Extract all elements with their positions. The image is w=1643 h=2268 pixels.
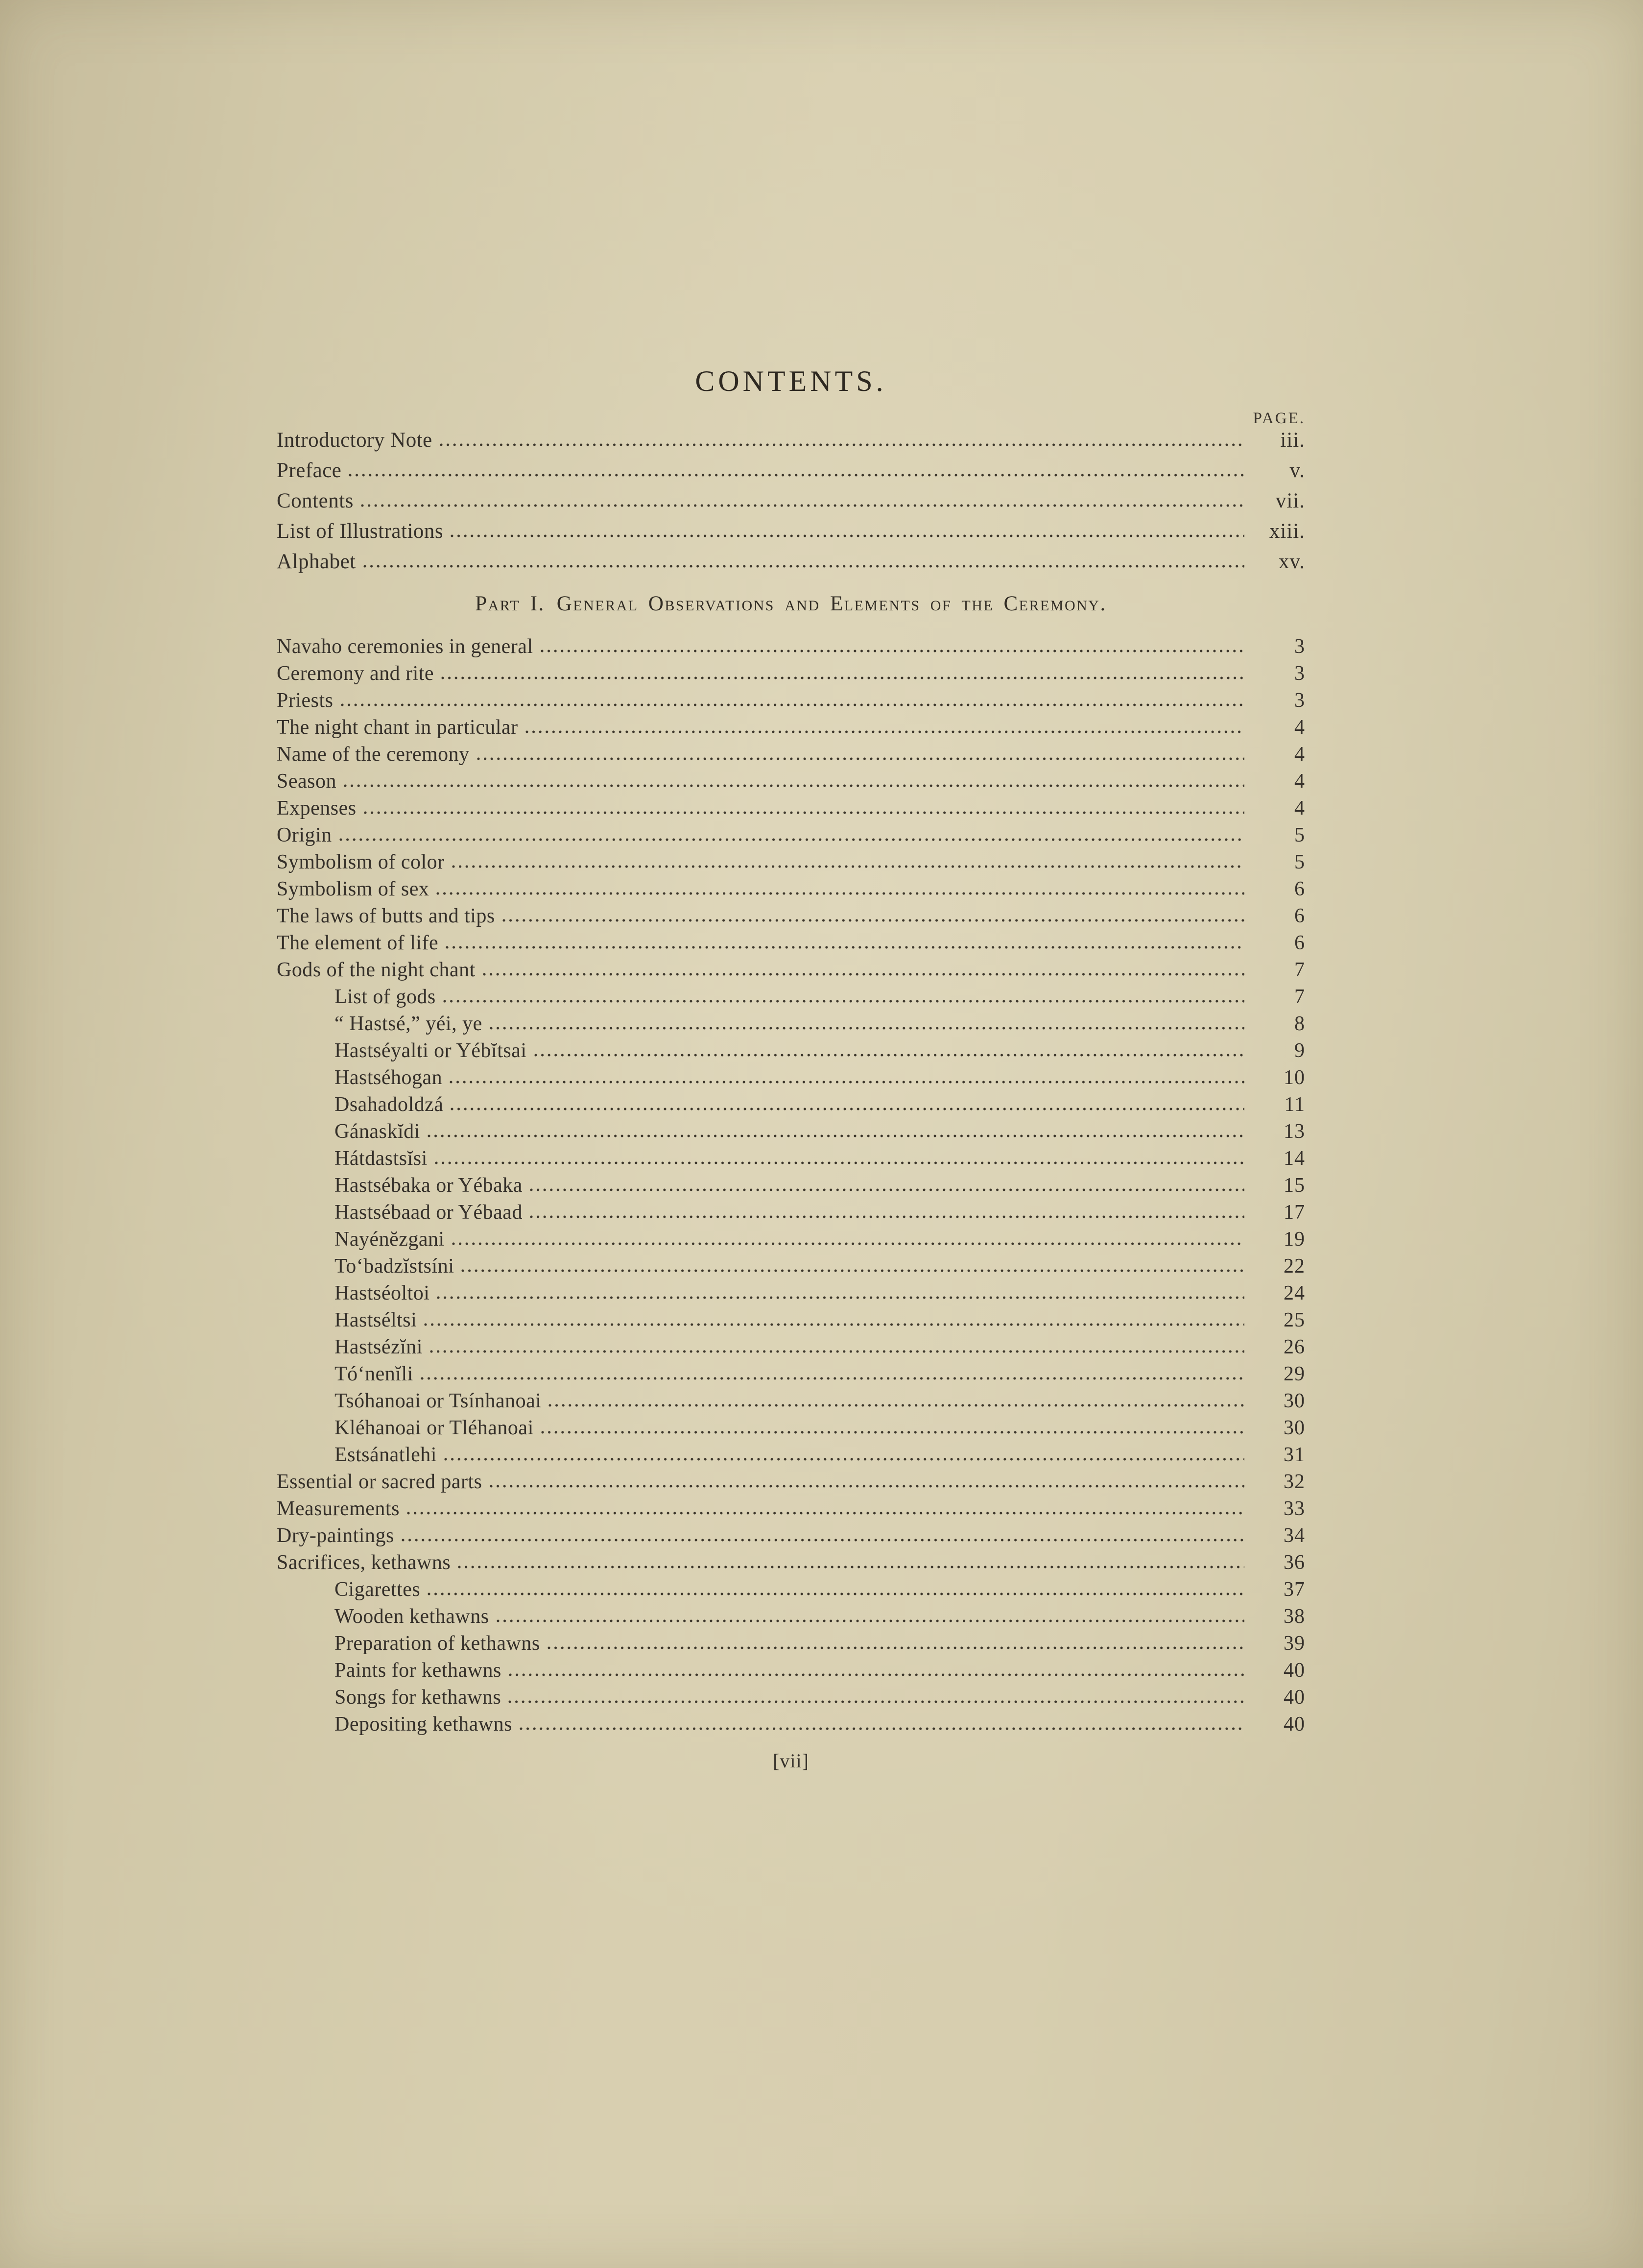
dot-leader (406, 1511, 1244, 1515)
toc-entry-label: Preparation of kethawns (334, 1632, 540, 1655)
page-column-label: PAGE. (1253, 410, 1305, 427)
toc-entry-page-number: 11 (1284, 1093, 1305, 1116)
dot-leader (540, 649, 1244, 653)
toc-row (277, 428, 1305, 458)
toc-row (277, 1443, 1305, 1470)
dot-leader (508, 1700, 1244, 1704)
toc-entry-label: The element of life (277, 932, 439, 954)
toc-entry-page-number: 3 (1294, 635, 1305, 658)
toc-entry-page-number: 4 (1294, 797, 1305, 820)
toc-entry-page-number: 30 (1284, 1390, 1305, 1412)
toc-row (277, 1255, 1305, 1281)
toc-entry-label: Season (277, 770, 336, 793)
toc-row (277, 1551, 1305, 1578)
dot-leader (519, 1727, 1244, 1731)
dot-leader (427, 1592, 1244, 1596)
dot-leader (541, 1430, 1244, 1434)
toc-row (277, 635, 1305, 662)
toc-entry-label: Symbolism of sex (277, 878, 429, 900)
toc-entry-page-number: 40 (1284, 1659, 1305, 1682)
toc-entry-page-number: v. (1289, 459, 1305, 482)
toc-row (277, 1389, 1305, 1416)
toc-row (277, 1524, 1305, 1551)
toc-entry-label: Gánaskĭdi (334, 1120, 420, 1143)
toc-entry-page-number: 6 (1294, 905, 1305, 927)
dot-leader (452, 1242, 1244, 1246)
toc-row (277, 904, 1305, 931)
toc-entry-label: Hátdastsĭsi (334, 1147, 428, 1170)
toc-entry-label: Essential or sacred parts (277, 1471, 482, 1493)
dot-leader (340, 703, 1244, 707)
toc-entry-page-number: 14 (1284, 1147, 1305, 1170)
toc-row (277, 489, 1305, 519)
toc-entry-label: “ Hastsé,” yéi, ye (334, 1013, 482, 1035)
toc-row (277, 877, 1305, 904)
toc-row (277, 1632, 1305, 1659)
toc-row (277, 796, 1305, 823)
front-matter-list (277, 428, 1305, 580)
toc-entry-page-number: 3 (1294, 689, 1305, 712)
toc-row (277, 519, 1305, 550)
dot-leader (482, 972, 1244, 976)
dot-leader (445, 945, 1244, 949)
toc-entry-label: Navaho ceremonies in general (277, 635, 533, 658)
toc-entry-label: Dry-paintings (277, 1524, 394, 1547)
dot-leader (363, 811, 1244, 815)
toc-entry-label: Name of the ceremony (277, 743, 470, 766)
toc-row (277, 1335, 1305, 1362)
toc-entry-label: Contents (277, 489, 354, 512)
dot-leader (436, 892, 1244, 895)
toc-entry-page-number: 32 (1284, 1471, 1305, 1493)
toc-row (277, 1605, 1305, 1632)
toc-entry-label: Priests (277, 689, 333, 712)
dot-leader (502, 918, 1244, 922)
toc-row (277, 1174, 1305, 1201)
toc-entry-label: Expenses (277, 797, 357, 820)
toc-row (277, 1362, 1305, 1389)
toc-entry-label: Hastsébaad or Yébaad (334, 1201, 523, 1224)
toc-entry-page-number: xiii. (1269, 520, 1305, 543)
toc-row (277, 931, 1305, 958)
toc-entry-page-number: 5 (1294, 851, 1305, 873)
dot-leader (424, 1323, 1244, 1327)
dot-leader (529, 1188, 1244, 1192)
toc-entry-page-number: 3 (1294, 662, 1305, 685)
toc-entry-label: Preface (277, 459, 342, 482)
toc-row (277, 458, 1305, 489)
toc-entry-page-number: 6 (1294, 878, 1305, 900)
toc-row (277, 1147, 1305, 1174)
toc-entry-label: The night chant in particular (277, 716, 518, 739)
dot-leader (427, 1134, 1244, 1138)
toc-entry-label: Hastséyalti or Yébĭtsai (334, 1039, 527, 1062)
toc-entry-page-number: 25 (1284, 1309, 1305, 1331)
toc-row (277, 1659, 1305, 1686)
dot-leader (439, 443, 1244, 447)
dot-leader (457, 1565, 1244, 1569)
toc-row (277, 1201, 1305, 1228)
dot-leader (534, 1053, 1244, 1057)
toc-row (277, 743, 1305, 770)
dot-leader (508, 1673, 1244, 1677)
toc-entry-page-number: 40 (1284, 1713, 1305, 1736)
toc-entry-label: Alphabet (277, 550, 356, 573)
dot-leader (450, 1107, 1244, 1111)
toc-entry-label: Hastséoltoi (334, 1282, 430, 1304)
toc-entry-page-number: 10 (1284, 1066, 1305, 1089)
dot-leader (343, 784, 1244, 788)
dot-leader (401, 1538, 1244, 1542)
toc-entry-label: Dsahadoldzá (334, 1093, 444, 1116)
toc-entry-label: To‘badzĭstsíni (334, 1255, 454, 1278)
toc-entry-page-number: 40 (1284, 1686, 1305, 1709)
toc-row (277, 823, 1305, 850)
dot-leader (476, 757, 1244, 761)
toc-entry-page-number: 22 (1284, 1255, 1305, 1278)
toc-entry-label: Gods of the night chant (277, 959, 476, 981)
toc-entry-label: Nayénĕzgani (334, 1228, 445, 1251)
dot-leader (548, 1403, 1244, 1407)
toc-entry-page-number: 7 (1294, 986, 1305, 1008)
dot-leader (529, 1215, 1244, 1219)
toc-entry-page-number: 37 (1284, 1578, 1305, 1601)
toc-entry-page-number: 8 (1294, 1013, 1305, 1035)
toc-entry-label: Sacrifices, kethawns (277, 1551, 451, 1574)
toc-entry-label: Hastséltsi (334, 1309, 417, 1331)
toc-row (277, 662, 1305, 689)
toc-row (277, 550, 1305, 580)
toc-entry-page-number: 29 (1284, 1363, 1305, 1385)
toc-row (277, 1120, 1305, 1147)
toc-row (277, 1012, 1305, 1039)
toc-entry-page-number: 26 (1284, 1336, 1305, 1358)
toc-row (277, 850, 1305, 877)
dot-leader (452, 865, 1244, 869)
toc-entry-label: Symbolism of color (277, 851, 445, 873)
dot-leader (434, 1161, 1244, 1165)
toc-entry-page-number: 4 (1294, 770, 1305, 793)
toc-row (277, 1686, 1305, 1713)
dot-leader (449, 1080, 1244, 1084)
toc-entry-page-number: 39 (1284, 1632, 1305, 1655)
toc-row (277, 1093, 1305, 1120)
dot-leader (489, 1484, 1244, 1488)
toc-entry-label: Hastsézĭni (334, 1336, 423, 1358)
toc-entry-label: Depositing kethawns (334, 1713, 512, 1736)
toc-entry-page-number: 15 (1284, 1174, 1305, 1197)
dot-leader (441, 676, 1244, 680)
toc-entry-label: Tsóhanoai or Tsínhanoai (334, 1390, 542, 1412)
dot-leader (360, 504, 1244, 507)
page-title: CONTENTS. (695, 365, 887, 397)
toc-entry-label: Wooden kethawns (334, 1605, 489, 1628)
toc-entry-label: Introductory Note (277, 429, 432, 452)
toc-entry-label: Kléhanoai or Tléhanoai (334, 1417, 534, 1439)
contents-page-body (277, 0, 1305, 1773)
dot-leader (348, 473, 1244, 477)
dot-leader (450, 534, 1244, 538)
toc-entry-page-number: vii. (1275, 489, 1305, 512)
toc-row (277, 1228, 1305, 1255)
toc-entry-page-number: 33 (1284, 1497, 1305, 1520)
dot-leader (525, 730, 1244, 734)
toc-entry-page-number: iii. (1280, 429, 1305, 452)
toc-row (277, 689, 1305, 716)
dot-leader (461, 1269, 1244, 1273)
dot-leader (443, 999, 1244, 1003)
dot-leader (363, 564, 1244, 568)
toc-entry-label: Songs for kethawns (334, 1686, 501, 1709)
toc-entry-page-number: 13 (1284, 1120, 1305, 1143)
dot-leader (429, 1350, 1244, 1353)
toc-row (277, 1039, 1305, 1066)
toc-row (277, 1578, 1305, 1605)
toc-entry-page-number: 19 (1284, 1228, 1305, 1251)
toc-entry-label: Paints for kethawns (334, 1659, 501, 1682)
toc-row (277, 770, 1305, 796)
toc-entry-page-number: 4 (1294, 743, 1305, 766)
toc-entry-label: List of gods (334, 986, 436, 1008)
toc-row (277, 1416, 1305, 1443)
dot-leader (436, 1296, 1244, 1300)
toc-entry-page-number: 5 (1294, 824, 1305, 846)
toc-row (277, 1497, 1305, 1524)
toc-entry-label: Hastsébaka or Yébaka (334, 1174, 523, 1197)
toc-entry-label: List of Illustrations (277, 520, 444, 543)
toc-entry-label: Estsánatlehi (334, 1444, 437, 1466)
dot-leader (496, 1619, 1244, 1623)
toc-entry-label: Ceremony and rite (277, 662, 434, 685)
toc-entry-label: Origin (277, 824, 332, 846)
toc-row (277, 1308, 1305, 1335)
toc-row (277, 985, 1305, 1012)
toc-entry-page-number: xv. (1279, 550, 1305, 573)
toc-entry-label: Measurements (277, 1497, 400, 1520)
toc-row (277, 1066, 1305, 1093)
toc-row (277, 958, 1305, 985)
toc-entry-page-number: 38 (1284, 1605, 1305, 1628)
dot-leader (547, 1646, 1244, 1650)
toc-entry-label: The laws of butts and tips (277, 905, 495, 927)
toc-entry-page-number: 17 (1284, 1201, 1305, 1224)
toc-entry-page-number: 7 (1294, 959, 1305, 981)
toc-row (277, 1713, 1305, 1739)
dot-leader (420, 1376, 1244, 1380)
part1-entries-list (277, 635, 1305, 1739)
toc-entry-page-number: 31 (1284, 1444, 1305, 1466)
toc-row (277, 716, 1305, 743)
toc-row (277, 1470, 1305, 1497)
folio-number: [vii] (773, 1750, 809, 1772)
toc-entry-label: Cigarettes (334, 1578, 421, 1601)
toc-entry-label: Hastséhogan (334, 1066, 443, 1089)
toc-entry-page-number: 36 (1284, 1551, 1305, 1574)
dot-leader (444, 1457, 1244, 1461)
toc-entry-label: Tó‘nenĭli (334, 1363, 413, 1385)
toc-entry-page-number: 30 (1284, 1417, 1305, 1439)
dot-leader (489, 1026, 1244, 1030)
toc-row (277, 1281, 1305, 1308)
part1-heading: Part I. General Observations and Elements of the Ceremony. (475, 592, 1107, 615)
dot-leader (339, 838, 1244, 842)
toc-entry-page-number: 6 (1294, 932, 1305, 954)
toc-entry-page-number: 34 (1284, 1524, 1305, 1547)
toc-entry-page-number: 9 (1294, 1039, 1305, 1062)
toc-entry-page-number: 24 (1284, 1282, 1305, 1304)
toc-entry-page-number: 4 (1294, 716, 1305, 739)
